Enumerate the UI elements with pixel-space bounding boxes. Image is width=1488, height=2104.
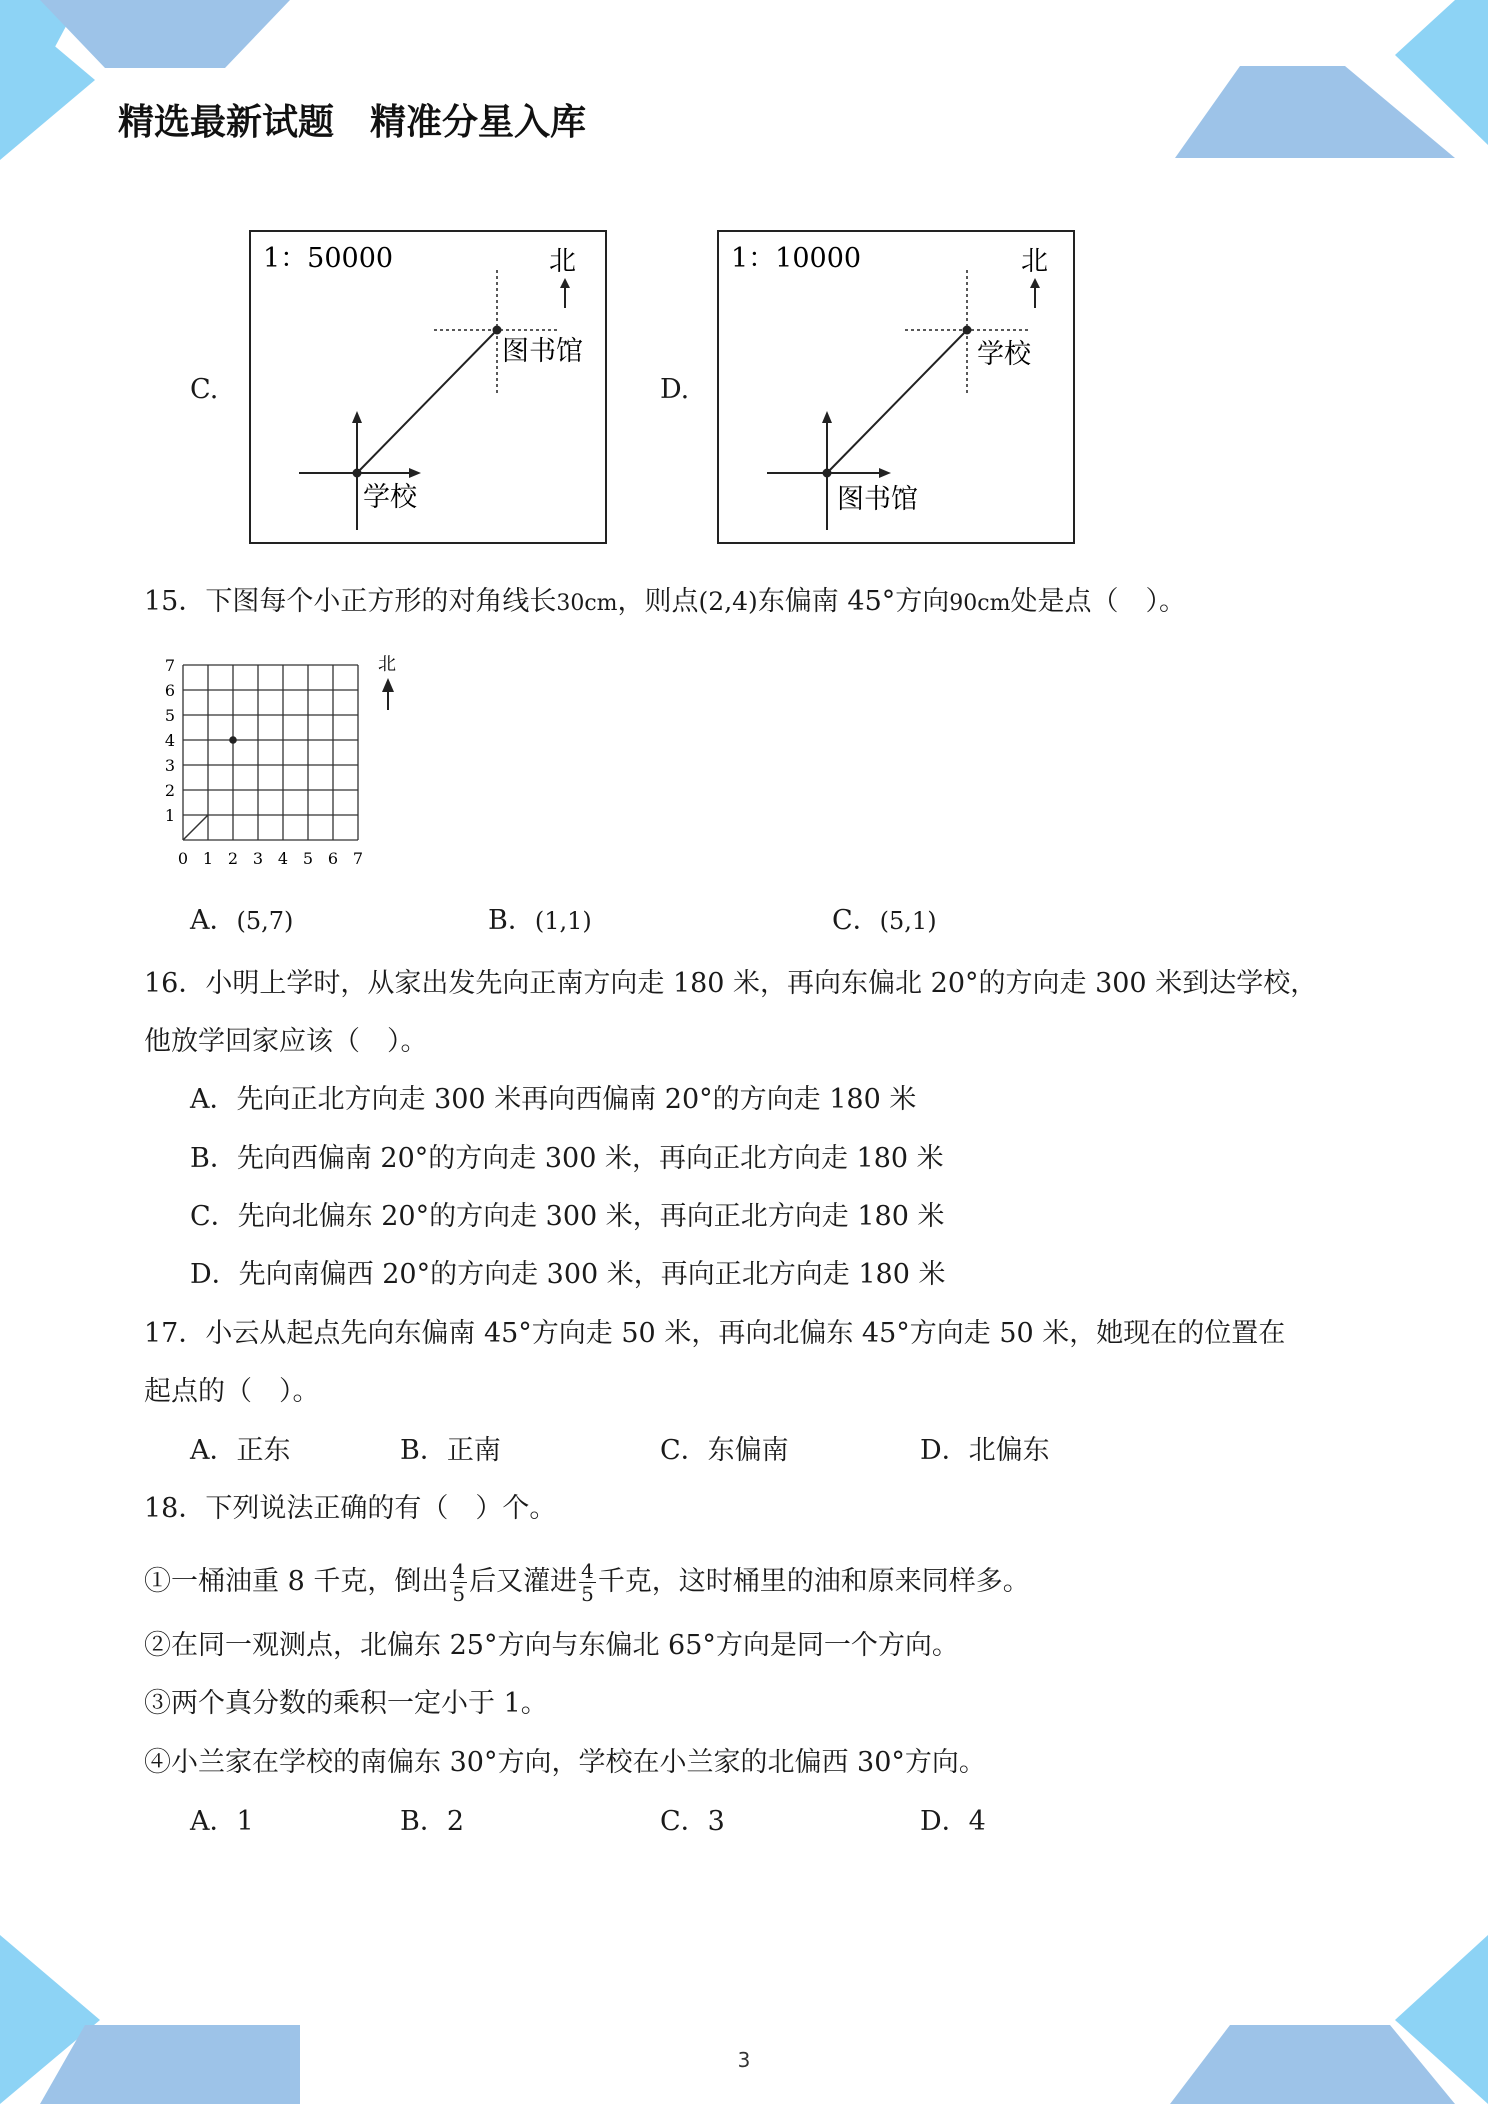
x-tick-label: 5 — [302, 849, 314, 868]
q17-option-b[interactable]: B．正南 — [400, 1435, 501, 1466]
y-tick-label: 3 — [164, 756, 175, 775]
q15-grid-figure — [150, 650, 410, 879]
y-tick-label: 2 — [164, 781, 175, 800]
q14-option-d-figure — [717, 230, 1077, 550]
q18-option-c[interactable]: C．3 — [660, 1806, 725, 1837]
q15-stem-part: 30cm — [556, 591, 618, 616]
statement-text: 千克，这时桶里的油和原来同样多。 — [597, 1566, 1030, 1597]
y-tick-label: 1 — [164, 806, 175, 825]
header-title: 精选最新试题 精准分星入库 — [118, 102, 587, 143]
q18-statement-3: ③两个真分数的乘积一定小于 1。 — [144, 1688, 548, 1719]
origin-place-label: 图书馆 — [837, 484, 918, 515]
q15-stem-part: 东偏南 45°方向 — [757, 586, 950, 617]
north-label: 北 — [378, 654, 396, 675]
x-tick-label: 4 — [277, 849, 289, 868]
map-scale: 1：50000 — [263, 243, 394, 274]
fraction: $\frac{4}{5}$ — [452, 1559, 466, 1606]
q15-stem — [144, 584, 1186, 622]
statement-text: ①一桶油重 8 千克，倒出 — [144, 1566, 449, 1597]
y-tick-label: 7 — [164, 656, 175, 675]
x-tick-label: 6 — [327, 849, 339, 868]
q14-option-d-label: D. — [660, 374, 690, 405]
q16-option-b[interactable]: B．先向西偏南 20°的方向走 300 米，再向正北方向走 180 米 — [190, 1143, 944, 1174]
q17-option-c[interactable]: C．东偏南 — [660, 1435, 789, 1466]
marked-point — [229, 736, 237, 744]
q16-stem-line2: 他放学回家应该（ ）。 — [144, 1026, 428, 1057]
y-tick-label: 6 — [164, 681, 175, 700]
q15-option-b[interactable] — [488, 898, 592, 937]
page-number: 3 — [737, 2048, 751, 2072]
y-tick-label: 5 — [164, 706, 175, 725]
q15-stem-part: ，则点 — [617, 586, 699, 617]
option-letter: B． — [488, 905, 535, 936]
coordinate-grid — [165, 656, 363, 868]
q17-option-a[interactable]: A．正东 — [190, 1435, 291, 1466]
map-scale: 1：10000 — [731, 243, 862, 274]
q15-stem-part: 处是点（ ）。 — [1010, 586, 1186, 617]
option-letter: C． — [832, 905, 880, 936]
q18-statement-2: ②在同一观测点，北偏东 25°方向与东偏北 65°方向是同一个方向。 — [144, 1630, 959, 1661]
x-tick-label: 1 — [202, 849, 214, 868]
q15-stem-part: (2,4) — [698, 587, 758, 616]
x-tick-label: 7 — [352, 849, 364, 868]
q15-option-a[interactable] — [190, 898, 293, 937]
x-tick-label: 3 — [252, 849, 264, 868]
statement-text: 后又灌进 — [469, 1566, 578, 1597]
option-value: (5,7) — [236, 907, 294, 935]
q18-option-d[interactable]: D．4 — [920, 1806, 986, 1837]
cell-diagonal — [183, 815, 208, 840]
q17-stem-line1: 17．小云从起点先向东偏南 45°方向走 50 米，再向北偏东 45°方向走 50 米，她现在的位置在 — [144, 1318, 1286, 1349]
target-place-label: 学校 — [977, 339, 1031, 370]
target-place-label: 图书馆 — [502, 336, 583, 367]
y-tick-label: 4 — [164, 731, 175, 750]
q16-stem-line1: 16．小明上学时，从家出发先向正南方向走 180 米，再向东偏北 20°的方向走 300 米到达学校， — [144, 968, 1318, 999]
option-letter: A． — [190, 905, 237, 936]
q18-statement-4: ④小兰家在学校的南偏东 30°方向，学校在小兰家的北偏西 30°方向。 — [144, 1747, 986, 1778]
q15-stem-part: 90cm — [949, 591, 1011, 616]
q18-stem: 18．下列说法正确的有（ ）个。 — [144, 1493, 557, 1524]
x-tick-label: 2 — [227, 849, 239, 868]
origin-place-label: 学校 — [363, 482, 417, 513]
q17-stem-line2: 起点的（ ）。 — [144, 1376, 320, 1407]
q15-option-c[interactable] — [832, 898, 937, 937]
q17-option-d[interactable]: D．北偏东 — [920, 1435, 1050, 1466]
q16-option-c[interactable]: C．先向北偏东 20°的方向走 300 米，再向正北方向走 180 米 — [190, 1201, 945, 1232]
q16-option-a[interactable]: A．先向正北方向走 300 米再向西偏南 20°的方向走 180 米 — [190, 1084, 917, 1115]
q15-stem-part: 15．下图每个小正方形的对角线长 — [144, 586, 557, 617]
q14-option-c-figure — [249, 230, 609, 550]
q16-option-d[interactable]: D．先向南偏西 20°的方向走 300 米，再向正北方向走 180 米 — [190, 1259, 946, 1290]
option-value: (1,1) — [534, 907, 592, 935]
q14-option-c-label: C. — [190, 374, 219, 405]
fraction: $\frac{4}{5}$ — [581, 1559, 594, 1606]
north-label: 北 — [549, 246, 576, 277]
q18-statement-1 — [144, 1558, 1030, 1606]
option-value: (5,1) — [879, 907, 937, 935]
x-tick-label: 0 — [177, 849, 189, 868]
q18-option-a[interactable]: A．1 — [190, 1806, 254, 1837]
north-label: 北 — [1021, 246, 1048, 277]
q18-option-b[interactable]: B．2 — [400, 1806, 465, 1837]
